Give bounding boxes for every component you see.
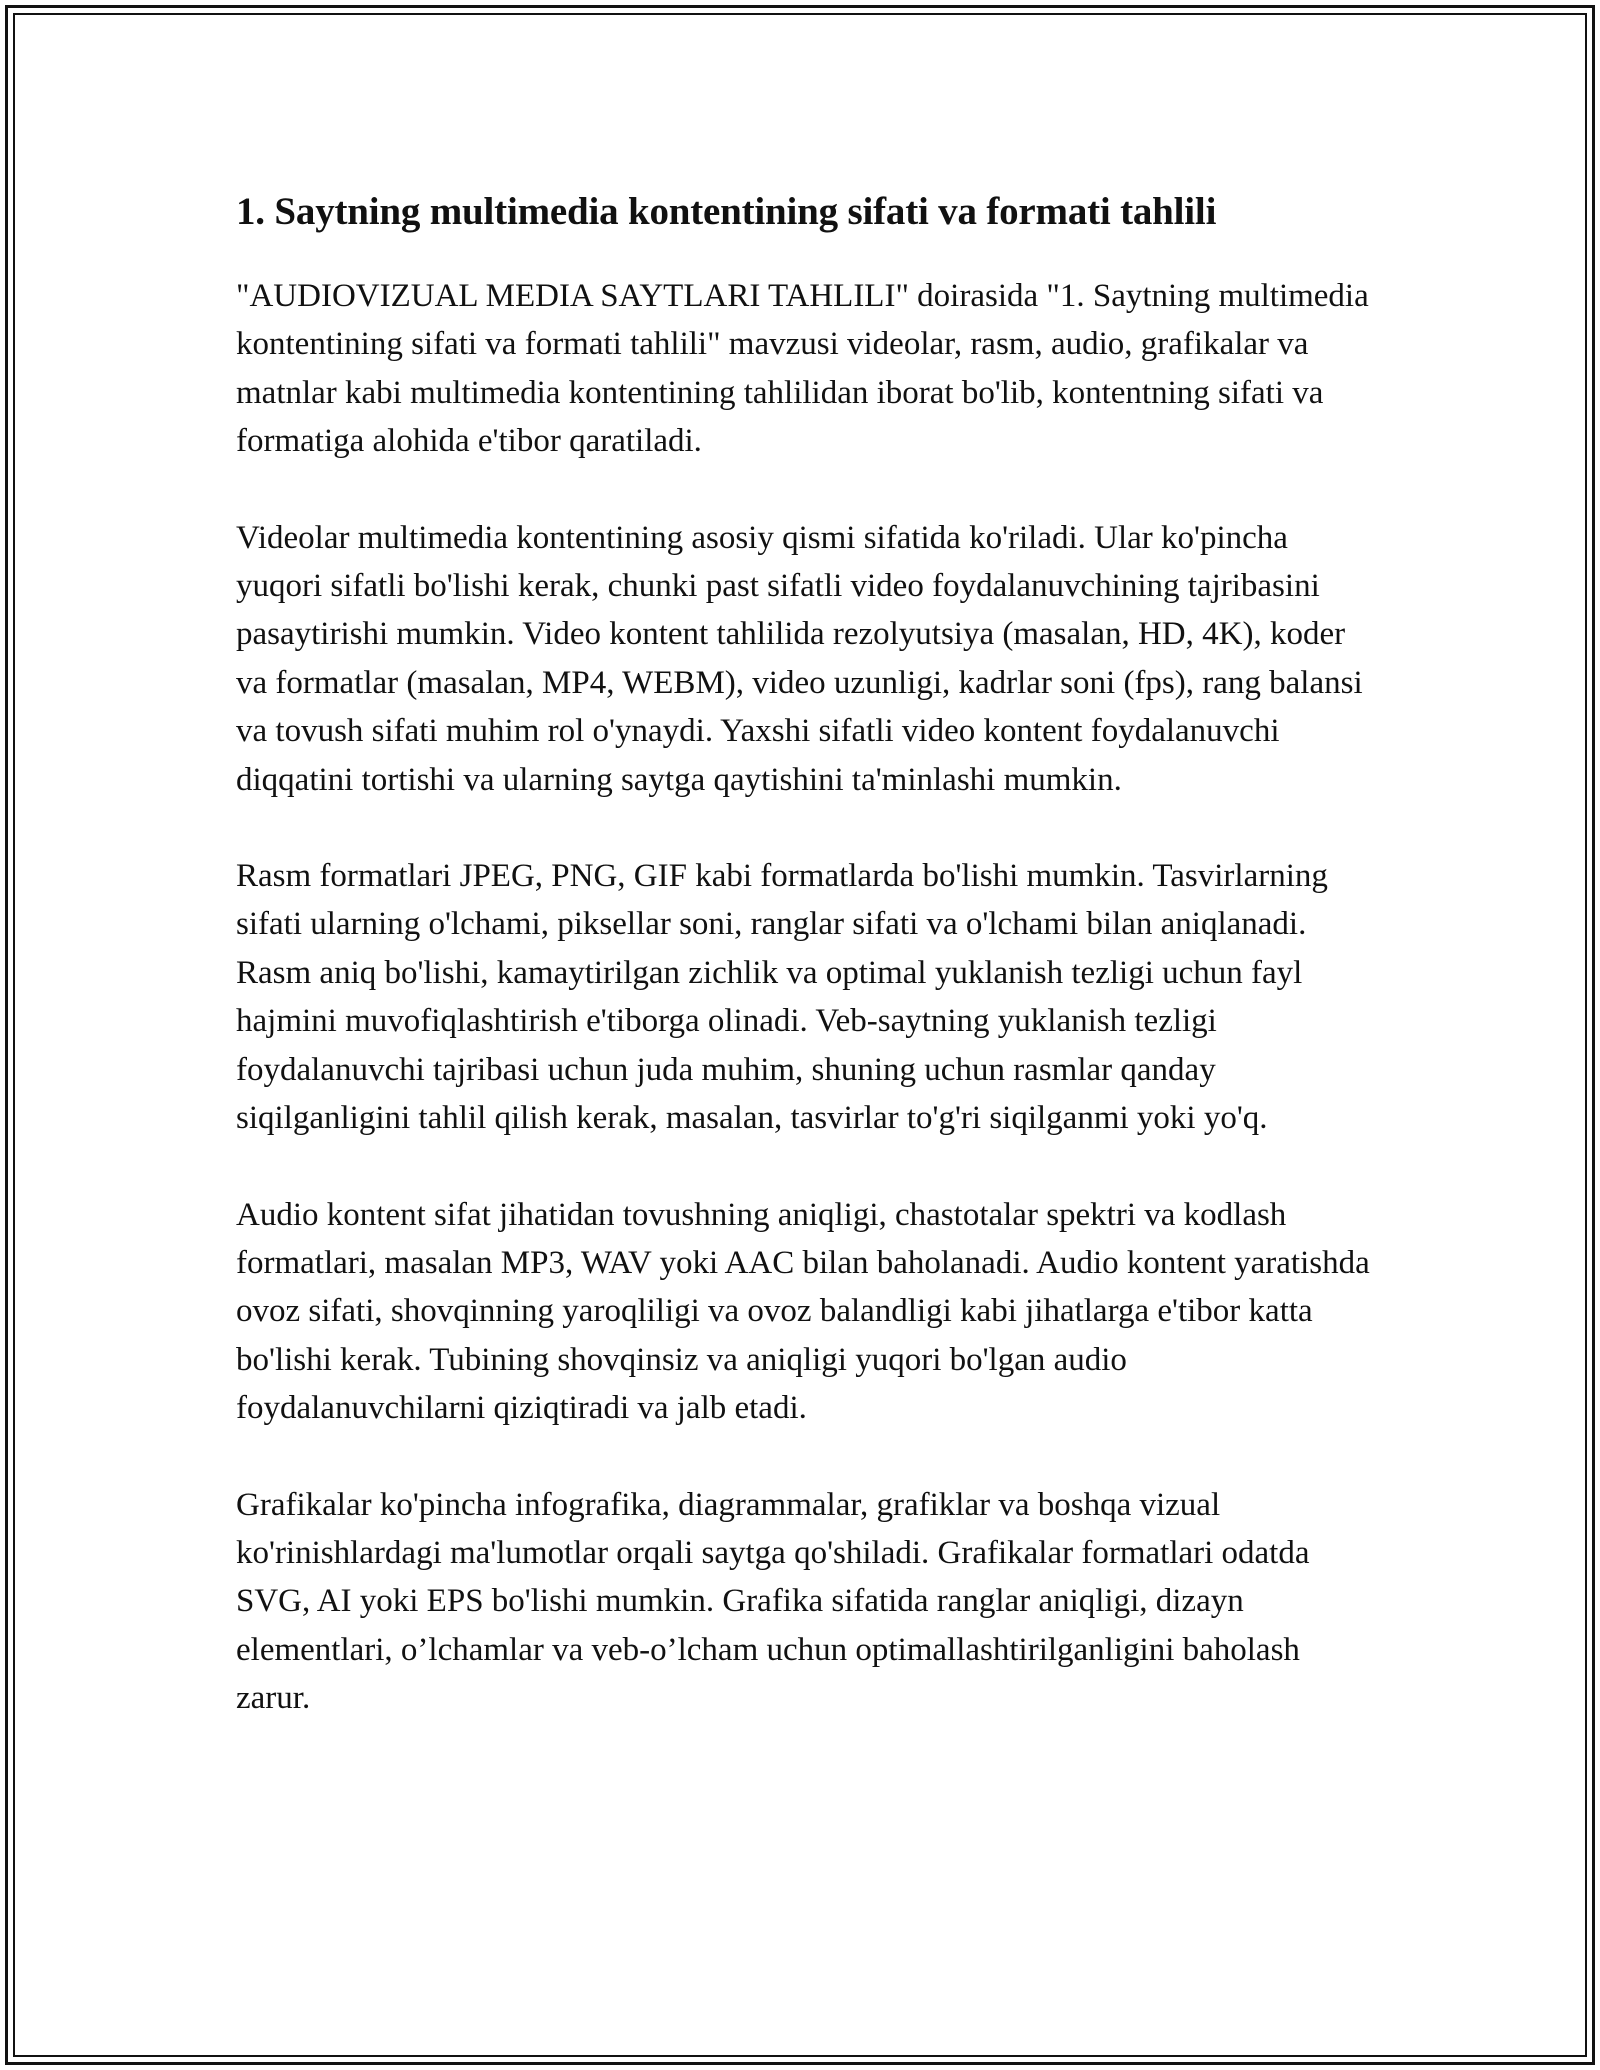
- paragraph-images: Rasm formatlari JPEG, PNG, GIF kabi formatlarda bo'lishi mumkin. Tasvirlarning sifati ularning o'lchami, piksellar soni, ranglar sifati va o'lchami bilan aniqlanadi. Rasm aniq bo'lishi, kamaytirilgan zichlik va optimal yuklanish tezligi uchun fayl hajmini muvofiqlashtirish e'tiborga olinadi. Veb-saytning yuklanish tezligi foydalanuvchi tajribasi uchun juda muhim, shuning uchun rasmlar qanday siqilganligini tahlil qilish kerak, masalan, tasvirlar to'g'ri siqilganmi yoki yo'q.: [236, 858, 1328, 1137]
- paragraph-video: Videolar multimedia kontentining asosiy qismi sifatida ko'riladi. Ular ko'pincha yuqori sifatli bo'lishi kerak, chunki past sifatli video foydalanuvchining tajribasini pasaytirishi mumkin. Video kontent tahlilida rezolyutsiya (masalan, HD, 4K), koder va formatlar (masalan, MP4, WEBM), video uzunligi, kadrlar soni (fps), rang balansi va tovush sifati muhim rol o'ynaydi. Yaxshi sifatli video kontent foydalanuvchi diqqatini tortishi va ularning saytga qaytishini ta'minlashi mumkin.: [236, 519, 1363, 798]
- document-title: 1. Saytning multimedia kontentining sifati va formati tahlili: [236, 190, 1217, 233]
- paragraph-audio: Audio kontent sifat jihatidan tovushning aniqligi, chastotalar spektri va kodlash formatlari, masalan MP3, WAV yoki AAC bilan baholanadi. Audio kontent yaratishda ovoz sifati, shovqinning yaroqliligi va ovoz balandligi kabi jihatlarga e'tibor katta bo'lishi kerak. Tubining shovqinsiz va aniqligi yuqori bo'lgan audio foydalanuvchilarni qiziqtiradi va jalb etadi.: [236, 1196, 1370, 1427]
- document-body: [236, 188, 1376, 1723]
- paragraph-intro: "AUDIOVIZUAL MEDIA SAYTLARI TAHLILI" doirasida "1. Saytning multimedia kontentining sifati va formati tahlili" mavzusi videolar, rasm, audio, grafikalar va matnlar kabi multimedia kontentining tahlilidan iborat bo'lib, kontentning sifati va formatiga alohida e'tibor qaratiladi.: [236, 278, 1369, 460]
- paragraph-graphics: Grafikalar ko'pincha infografika, diagrammalar, grafiklar va boshqa vizual ko'rinishlardagi ma'lumotlar orqali saytga qo'shiladi. Grafikalar formatlari odatda SVG, AI yoki EPS bo'lishi mumkin. Grafika sifatida ranglar aniqligi, dizayn elementlari, o’lchamlar va veb-o’lcham uchun optimallashtirilganligini baholash zarur.: [236, 1486, 1310, 1717]
